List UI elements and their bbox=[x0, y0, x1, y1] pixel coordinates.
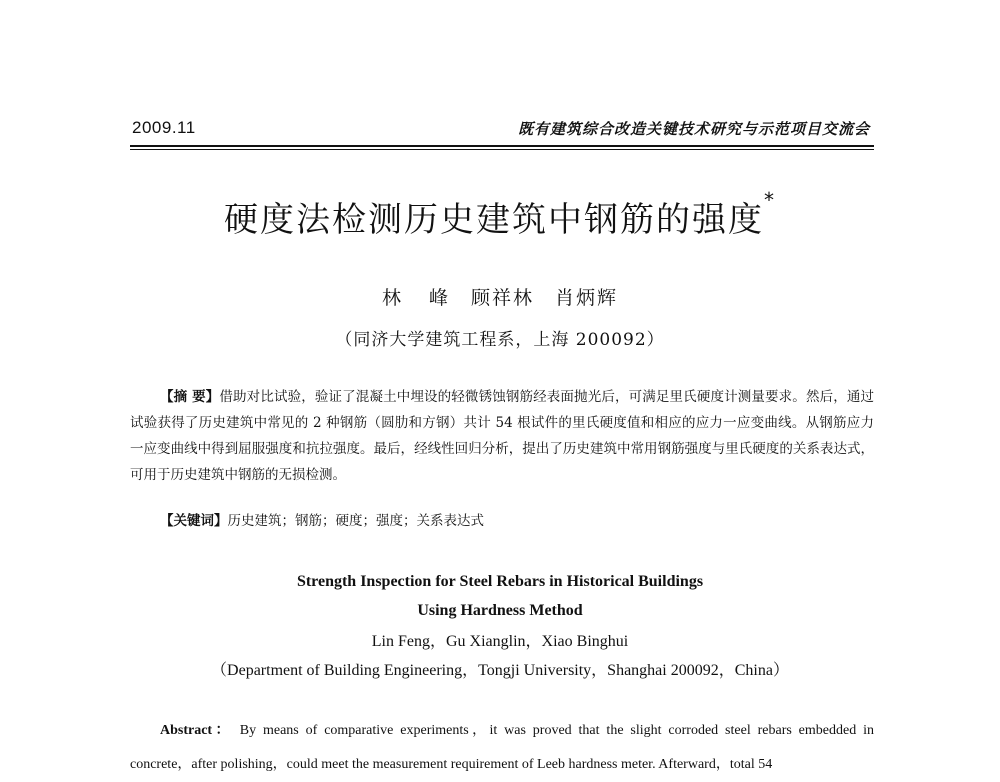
title-en-line2: Using Hardness Method bbox=[417, 602, 583, 619]
keywords-cn bbox=[160, 509, 484, 529]
affiliation-cn: （同济大学建筑工程系，上海 200092） bbox=[335, 330, 665, 350]
title-footnote-mark: * bbox=[764, 188, 776, 212]
title-text: 硬度法检测历史建筑中钢筋的强度 bbox=[224, 200, 764, 240]
abstract-en-label: Abstract： bbox=[160, 723, 233, 738]
authors-en: Lin Feng，Gu Xianglin，Xiao Binghui bbox=[371, 633, 629, 650]
keywords-cn-label: 【关键词】 bbox=[160, 513, 228, 529]
abstract-cn-label: 【摘 要】 bbox=[160, 389, 220, 405]
abstract-cn-text: 借助对比试验，验证了混凝土中埋设的轻微锈蚀钢筋经表面抛光后，可满足里氏硬度计测量要求。然后，通过试验获得了历史建筑中常见的 2 种钢筋（圆肋和方钢）共计 54 根试件的里氏硬度值和相应的应力一应变曲线。从钢筋应力一应变曲线中得到屈服强度和抗拉强度。最后，经线性回归分析，提出了历史建筑中常用钢筋强度与里氏硬度的关系表达式，可用于历史建筑中钢筋的无损检测。 bbox=[130, 389, 875, 483]
authors-cn: 林 峰 顾祥林 肖炳辉 bbox=[381, 287, 619, 309]
header-date: 2009.11 bbox=[132, 118, 196, 137]
title-en-line1: Strength Inspection for Steel Rebars in Historical Buildings bbox=[296, 573, 704, 590]
abstract-en bbox=[130, 714, 874, 782]
affiliation-en: （Department of Building Engineering，Tongji University，Shanghai 200092，China） bbox=[211, 662, 789, 679]
keywords-cn-text: 历史建筑；钢筋；硬度；强度；关系表达式 bbox=[227, 513, 484, 529]
paper-title-en bbox=[0, 567, 1000, 625]
abstract-en-text: By means of comparative experiments，it was proved that the slight corroded steel rebars embedded in concrete，after polishing，could meet the measurement requirement of Leeb hardness meter. Afterward，total 54 bbox=[130, 723, 874, 772]
header-rule bbox=[130, 145, 874, 150]
paper-title-cn bbox=[0, 188, 1000, 241]
header-conference: 既有建筑综合改造关键技术研究与示范项目交流会 bbox=[517, 120, 870, 138]
abstract-cn bbox=[130, 384, 874, 488]
